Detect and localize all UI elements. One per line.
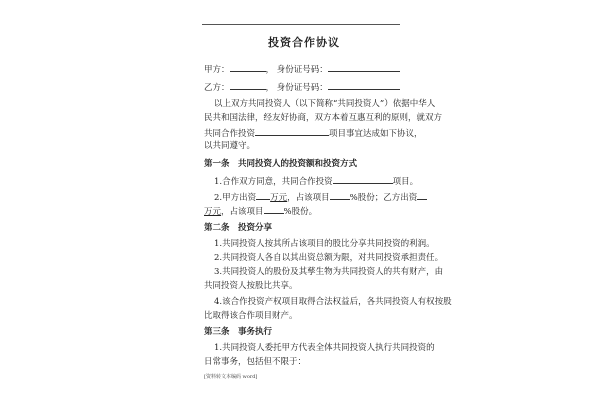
s1-project-blank[interactable] (333, 174, 393, 184)
party-b-row: 乙方： ， 身份证号码： (204, 80, 400, 94)
preamble-line-3 (204, 126, 423, 140)
preamble-text: 共同合作投资 (204, 129, 256, 139)
section-3-line-1: 1.共同投资人委托甲方代表全体共同投资人执行共同投资的 (214, 343, 435, 353)
s1-text-3: 2.甲方出资 (214, 193, 257, 203)
party-a-blank[interactable] (230, 62, 266, 72)
section-1-line-1 (214, 174, 418, 188)
party-a-id-blank[interactable] (328, 62, 400, 72)
party-a-share-blank[interactable] (330, 190, 350, 200)
preamble-text-2: 项目事宜达成如下协议， (329, 129, 423, 139)
section-2-line-4: 共同投资人按股比共享。 (204, 281, 298, 291)
s1-text-6: ，占该项目 (221, 207, 264, 217)
party-a-amount-blank[interactable] (256, 190, 270, 200)
section-2-line-1: 1.共同投资人按其所占该项目的股比分享共同投资的利润。 (214, 239, 435, 249)
footer-note: [资料转文本编码 word] (204, 374, 258, 380)
party-b-label: 乙方： (204, 83, 230, 93)
s1-text-7: %股份。 (283, 207, 318, 217)
preamble-line-2: 民共和国法律，经友好协商，双方本着互惠互利的原则，就双方 (204, 113, 443, 123)
party-b-id-blank[interactable] (328, 80, 400, 90)
section-3-heading: 第三条 事务执行 (204, 327, 273, 337)
s1-unit-1: 万元 (270, 193, 288, 203)
document-title: 投资合作协议 (268, 36, 340, 49)
project-name-blank[interactable] (255, 126, 329, 136)
section-2-line-3: 3.共同投资人的股份及其孳生物为共同投资人的共有财产，由 (214, 267, 444, 277)
party-b-blank[interactable] (230, 80, 266, 90)
s1-text-5: %股份；乙方出资 (349, 193, 418, 203)
party-a-row: 甲方： ， 身份证号码： (204, 62, 400, 76)
section-1-heading: 第一条 共同投资人的投资额和投资方式 (204, 159, 358, 169)
section-1-line-2 (214, 190, 427, 204)
party-b-id-label: 身份证号码： (276, 83, 328, 93)
section-1-line-3 (204, 204, 317, 218)
section-2-line-5: 4.该合作投资产权项目取得合法权益后，各共同投资人有权按股 (214, 297, 452, 307)
party-a-label: 甲方： (204, 65, 230, 75)
section-2-line-2: 2.共同投资人各自以其出资总额为限，对共同投资承担责任。 (214, 253, 444, 263)
s1-unit-2: 万元 (204, 207, 222, 217)
preamble-line-4: 以共同遵守。 (204, 141, 256, 151)
preamble-line-1: 以上双方共同投资人（以下简称“共同投资人”）依据中华人 (214, 99, 436, 109)
party-a-id-label: 身份证号码： (276, 65, 328, 75)
s1-text-4: ，占该项目 (287, 193, 330, 203)
s1-text-2: 项目。 (392, 177, 419, 187)
section-2-line-6: 比取得该合作项目财产。 (204, 311, 298, 321)
section-3-line-2: 日常事务，包括但不限于： (204, 357, 307, 367)
header-rule (202, 24, 400, 25)
party-b-share-blank[interactable] (264, 204, 284, 214)
s1-text-1: 1.合作双方同意，共同合作投资 (214, 177, 333, 187)
section-2-heading: 第二条 投资分享 (204, 223, 273, 233)
party-b-amount-blank[interactable] (417, 190, 427, 200)
